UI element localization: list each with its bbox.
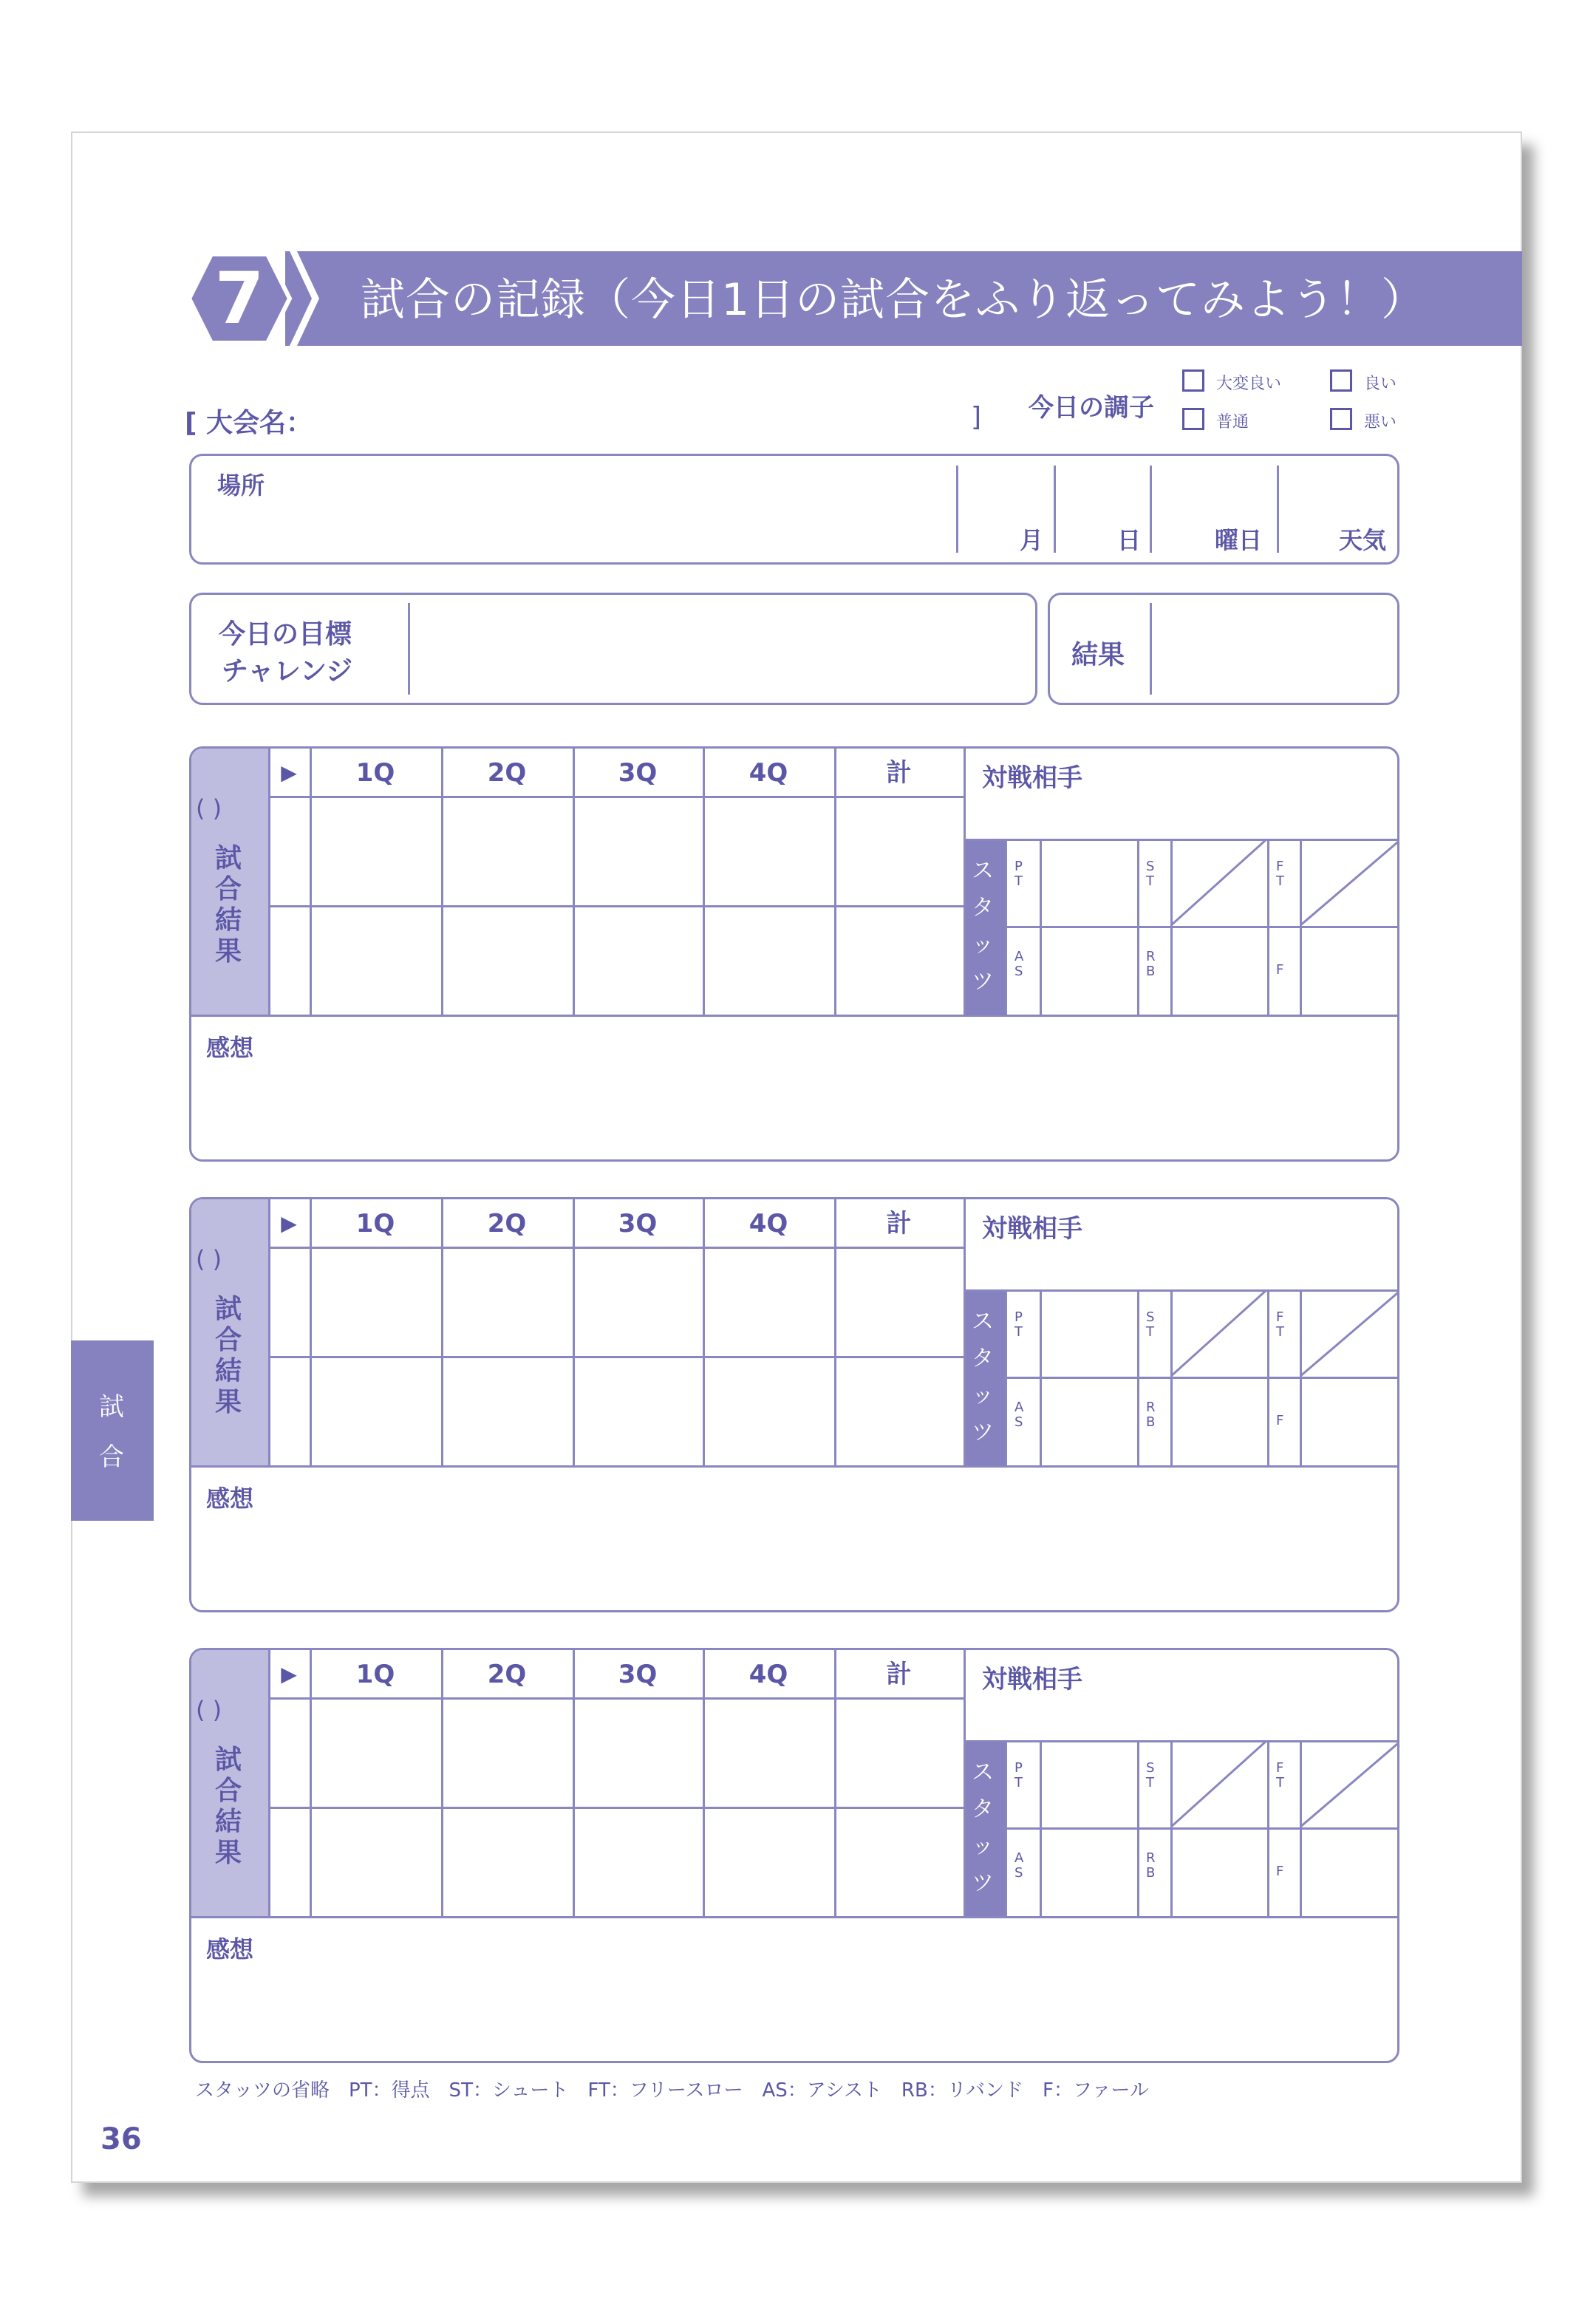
opponent-label: 対戦相手 bbox=[982, 1214, 1082, 1244]
stat-as-label: AS bbox=[1014, 949, 1024, 979]
goal-label: 今日の目標 bbox=[219, 619, 352, 650]
play-arrow-icon: ▶ bbox=[281, 760, 297, 785]
condition-label: 今日の調子 bbox=[1029, 393, 1154, 423]
divider bbox=[1150, 466, 1152, 553]
total-header: 計 bbox=[886, 1660, 912, 1689]
diagonal-slash-icon bbox=[1300, 1740, 1399, 1827]
quarter-1-header: 1Q bbox=[355, 758, 395, 788]
stat-f-label: F bbox=[1276, 1413, 1284, 1428]
stat-f-label: F bbox=[1276, 1864, 1284, 1879]
grid-line bbox=[1005, 1377, 1399, 1379]
grid-line bbox=[964, 1650, 966, 1916]
divider bbox=[1150, 603, 1152, 695]
stat-ft-label: FT bbox=[1276, 1309, 1284, 1340]
grid-line bbox=[1005, 1827, 1399, 1830]
play-arrow-icon: ▶ bbox=[281, 1211, 297, 1236]
impression-label: 感想 bbox=[206, 1485, 254, 1513]
divider bbox=[956, 466, 958, 553]
grid-line bbox=[1005, 1289, 1007, 1465]
grid-line bbox=[268, 1807, 964, 1809]
match-record-box-2 bbox=[189, 1197, 1399, 1612]
stats-label-char: タ bbox=[972, 895, 994, 921]
stat-pt-label: PT bbox=[1014, 859, 1023, 889]
stats-label-char: タ bbox=[972, 1796, 994, 1822]
condition-option-very-good: 大変良い bbox=[1216, 375, 1282, 393]
match-result-char: 果 bbox=[215, 936, 242, 967]
match-result-char: 試 bbox=[215, 843, 242, 873]
section-side-tab bbox=[71, 1340, 154, 1521]
stats-label-char: ッ bbox=[972, 932, 994, 958]
grid-line bbox=[1040, 1289, 1042, 1465]
match-result-char: 合 bbox=[215, 1776, 242, 1806]
condition-checkbox-very-good[interactable] bbox=[1182, 369, 1204, 392]
stats-label-char: ツ bbox=[972, 1870, 994, 1896]
weather-label: 天気 bbox=[1339, 526, 1387, 554]
grid-line bbox=[1267, 1289, 1269, 1465]
grid-line bbox=[1005, 839, 1007, 1015]
page-number: 36 bbox=[100, 2122, 142, 2156]
opponent-label: 対戦相手 bbox=[982, 763, 1082, 793]
stats-abbreviation-note: スタッツの省略 PT：得点 ST：シュート FT：フリースロー AS：アシスト RB：リバンド F：ファール bbox=[195, 2079, 1149, 2102]
match-result-char: 合 bbox=[215, 874, 242, 904]
grid-line bbox=[1137, 1740, 1139, 1916]
stat-pt-label: PT bbox=[1014, 1309, 1023, 1340]
grid-line bbox=[964, 749, 966, 1015]
stat-as-label: AS bbox=[1014, 1850, 1024, 1881]
match-result-char: 結 bbox=[215, 905, 242, 936]
match-result-char: 果 bbox=[215, 1387, 242, 1417]
condition-checkbox-good[interactable] bbox=[1330, 369, 1352, 392]
condition-option-normal: 普通 bbox=[1216, 413, 1249, 432]
stat-rb-label: RB bbox=[1146, 1400, 1156, 1430]
grid-line bbox=[191, 1465, 1399, 1468]
stat-f-label: F bbox=[1276, 962, 1284, 978]
grid-line bbox=[1005, 926, 1399, 928]
section-number: 7 bbox=[214, 257, 265, 340]
result-label: 結果 bbox=[1071, 640, 1125, 670]
quarter-2-header: 2Q bbox=[487, 1209, 527, 1238]
condition-checkbox-bad[interactable] bbox=[1330, 408, 1352, 430]
divider bbox=[1054, 466, 1056, 553]
total-header: 計 bbox=[886, 758, 912, 788]
grid-line bbox=[1137, 1289, 1139, 1465]
match-paren: ( ) bbox=[196, 1245, 222, 1273]
stat-st-label: ST bbox=[1146, 1309, 1155, 1340]
condition-checkbox-normal[interactable] bbox=[1182, 408, 1204, 430]
month-label: 月 bbox=[1020, 526, 1044, 554]
tournament-close-bracket: ] bbox=[971, 402, 982, 432]
stats-label-char: ツ bbox=[972, 969, 994, 995]
match-record-box-1 bbox=[189, 746, 1399, 1162]
grid-line bbox=[964, 1199, 966, 1465]
stat-pt-label: PT bbox=[1014, 1760, 1023, 1790]
day-label: 日 bbox=[1117, 526, 1142, 554]
match-record-box-3 bbox=[189, 1648, 1399, 2063]
stats-label-char: ツ bbox=[972, 1420, 994, 1445]
stat-st-label: ST bbox=[1146, 1760, 1155, 1790]
quarter-4-header: 4Q bbox=[748, 1660, 788, 1689]
quarter-4-header: 4Q bbox=[748, 1209, 788, 1238]
quarter-2-header: 2Q bbox=[487, 758, 527, 788]
weekday-label: 曜日 bbox=[1215, 526, 1263, 554]
diagonal-slash-icon bbox=[1300, 1289, 1399, 1377]
match-result-char: 結 bbox=[215, 1356, 242, 1386]
challenge-label: チャレンジ bbox=[222, 656, 353, 686]
stats-label-char: ス bbox=[972, 1759, 994, 1785]
condition-option-bad: 悪い bbox=[1364, 413, 1397, 432]
stat-st-label: ST bbox=[1146, 859, 1155, 889]
impression-label: 感想 bbox=[206, 1034, 254, 1062]
stat-ft-label: FT bbox=[1276, 859, 1284, 889]
stats-label-char: ッ bbox=[972, 1383, 994, 1408]
stat-ft-label: FT bbox=[1276, 1760, 1284, 1790]
opponent-label: 対戦相手 bbox=[982, 1665, 1082, 1694]
grid-line bbox=[1040, 1740, 1042, 1916]
divider bbox=[1277, 466, 1279, 553]
total-header: 計 bbox=[886, 1209, 912, 1238]
stats-label-char: タ bbox=[972, 1346, 994, 1371]
grid-line bbox=[1005, 1740, 1007, 1916]
grid-line bbox=[1137, 839, 1139, 1015]
page-title: 試合の記録（今日1日の試合をふり返ってみよう！） bbox=[361, 274, 1427, 326]
grid-line bbox=[191, 1916, 1399, 1918]
match-result-char: 合 bbox=[215, 1325, 242, 1355]
grid-line bbox=[268, 1356, 964, 1358]
quarter-2-header: 2Q bbox=[487, 1660, 527, 1689]
quarter-4-header: 4Q bbox=[748, 758, 788, 788]
stats-label-char: ス bbox=[972, 1309, 994, 1335]
quarter-3-header: 3Q bbox=[618, 1660, 658, 1689]
diagonal-slash-icon bbox=[1170, 1740, 1267, 1827]
stat-rb-label: RB bbox=[1146, 949, 1156, 979]
stats-label-char: ス bbox=[972, 858, 994, 884]
match-result-char: 試 bbox=[215, 1294, 242, 1324]
diagonal-slash-icon bbox=[1170, 839, 1267, 926]
grid-line bbox=[1040, 839, 1042, 1015]
play-arrow-icon: ▶ bbox=[281, 1662, 297, 1686]
match-result-char: 結 bbox=[215, 1807, 242, 1837]
side-tab-char-2: 合 bbox=[99, 1442, 124, 1472]
stat-rb-label: RB bbox=[1146, 1850, 1156, 1881]
grid-line bbox=[1267, 1740, 1269, 1916]
diagonal-slash-icon bbox=[1300, 839, 1399, 926]
quarter-3-header: 3Q bbox=[618, 1209, 658, 1238]
stats-label-char: ッ bbox=[972, 1833, 994, 1859]
place-label: 場所 bbox=[217, 471, 265, 500]
grid-line bbox=[268, 905, 964, 907]
condition-option-good: 良い bbox=[1364, 375, 1397, 393]
match-paren: ( ) bbox=[196, 794, 222, 822]
side-tab-char-1: 試 bbox=[99, 1392, 124, 1422]
match-result-char: 果 bbox=[215, 1838, 242, 1868]
tournament-label: [ 大会名： bbox=[185, 408, 313, 438]
match-paren: ( ) bbox=[196, 1696, 222, 1724]
match-result-char: 試 bbox=[215, 1745, 242, 1775]
stat-as-label: AS bbox=[1014, 1400, 1024, 1430]
quarter-1-header: 1Q bbox=[355, 1660, 395, 1689]
divider bbox=[408, 603, 410, 695]
grid-line bbox=[1267, 839, 1269, 1015]
grid-line bbox=[191, 1015, 1399, 1017]
diagonal-slash-icon bbox=[1170, 1289, 1267, 1377]
impression-label: 感想 bbox=[206, 1935, 254, 1963]
quarter-1-header: 1Q bbox=[355, 1209, 395, 1238]
quarter-3-header: 3Q bbox=[618, 758, 658, 788]
